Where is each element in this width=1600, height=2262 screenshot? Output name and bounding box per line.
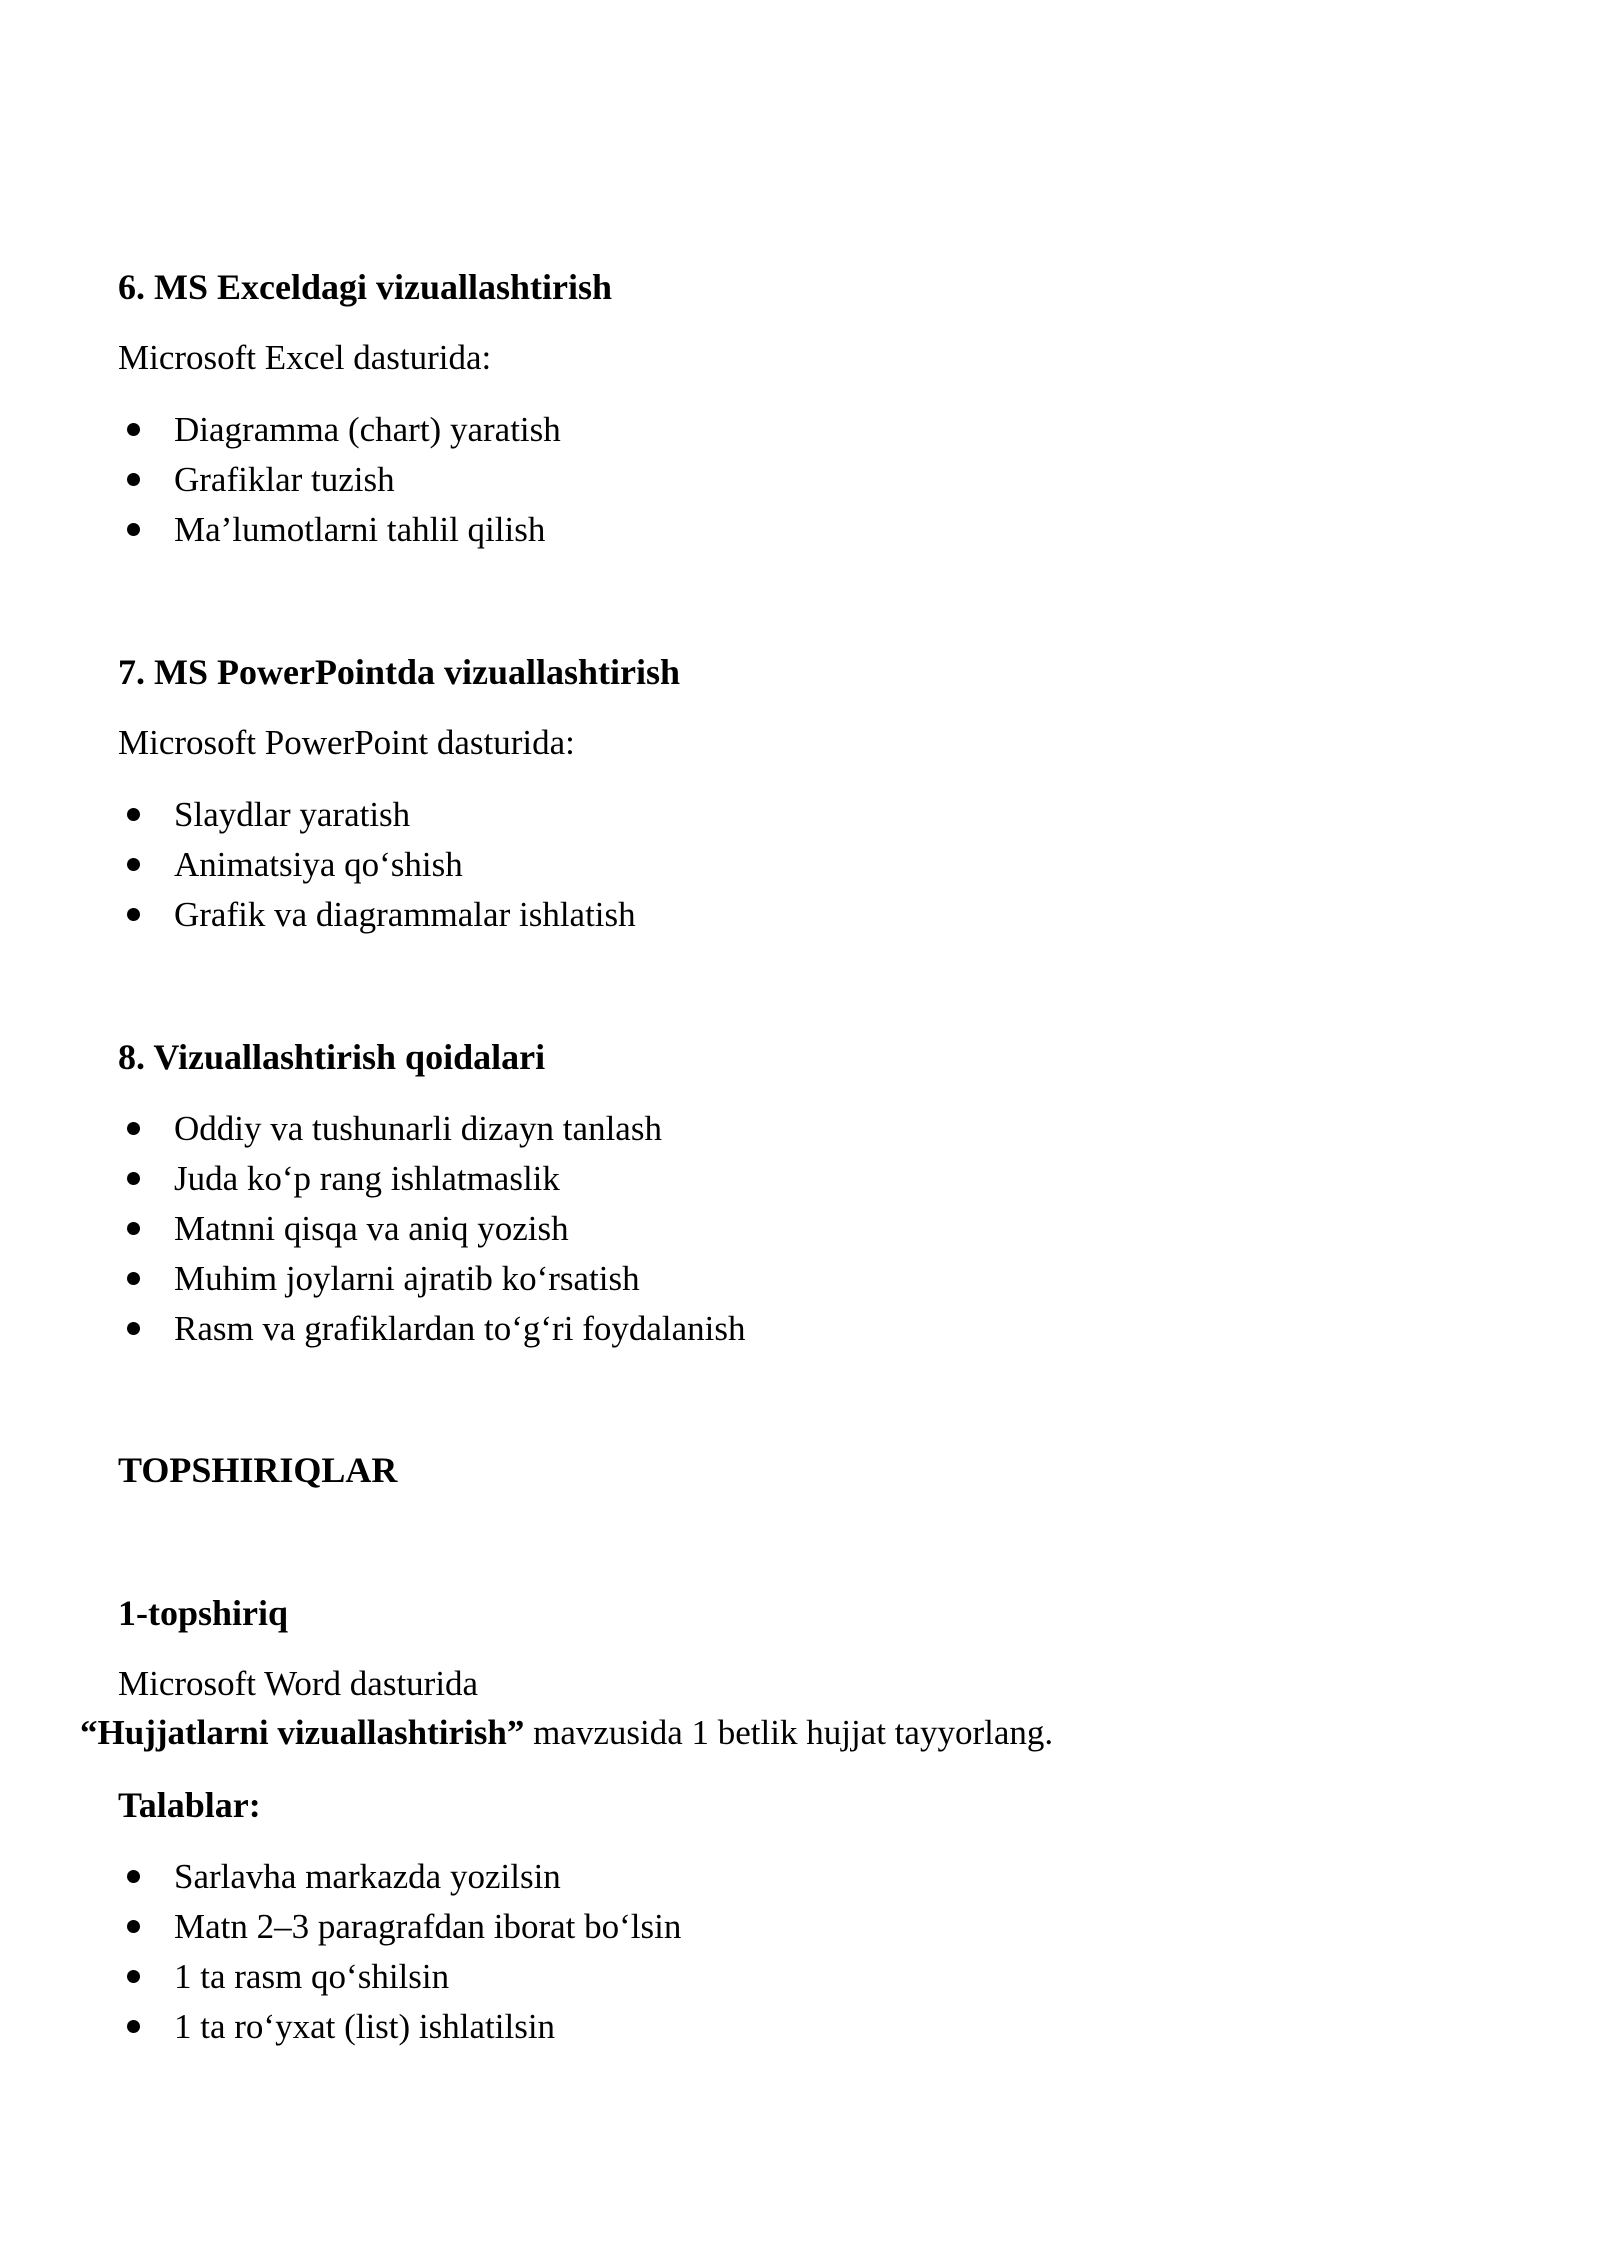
bullet-icon: [127, 1222, 140, 1235]
section-heading-powerpoint: 7. MS PowerPointda vizuallashtirish: [118, 652, 681, 692]
tasks-title: TOPSHIRIQLAR: [118, 1450, 398, 1490]
section-intro-excel: Microsoft Excel dasturida:: [118, 338, 492, 377]
task-topic-title: “Hujjatlarni vizuallashtirish”: [80, 1713, 525, 1752]
bullet-icon: [127, 423, 140, 436]
section-heading-excel: 6. MS Exceldagi vizuallashtirish: [118, 267, 613, 307]
list-item-text: Ma’lumotlarni tahlil qilish: [174, 510, 546, 549]
task-heading: 1-topshiriq: [118, 1593, 289, 1633]
list-item-text: Matn 2–3 paragrafdan iborat bo‘lsin: [174, 1907, 682, 1946]
list-item-text: Matnni qisqa va aniq yozish: [174, 1209, 569, 1248]
bullet-icon: [127, 523, 140, 536]
bullet-icon: [127, 1920, 140, 1933]
list-item-text: Slaydlar yaratish: [174, 795, 411, 834]
bullet-icon: [127, 808, 140, 821]
requirements-label: Talablar:: [118, 1785, 261, 1825]
bullet-icon: [127, 473, 140, 486]
list-item-text: Grafiklar tuzish: [174, 460, 395, 499]
bullet-icon: [127, 1970, 140, 1983]
list-item-text: Juda ko‘p rang ishlatmaslik: [174, 1159, 560, 1198]
bullet-icon: [127, 858, 140, 871]
bullet-icon: [127, 1172, 140, 1185]
list-item-text: Sarlavha markazda yozilsin: [174, 1857, 561, 1896]
section-heading-rules: 8. Vizuallashtirish qoidalari: [118, 1037, 546, 1077]
bullet-icon: [127, 2020, 140, 2033]
list-item-text: Muhim joylarni ajratib ko‘rsatish: [174, 1259, 640, 1298]
list-item-text: Diagramma (chart) yaratish: [174, 410, 561, 449]
section-intro-powerpoint: Microsoft PowerPoint dasturida:: [118, 723, 575, 762]
list-item-text: 1 ta rasm qo‘shilsin: [174, 1957, 450, 1996]
bullet-icon: [127, 1272, 140, 1285]
bullet-icon: [127, 1322, 140, 1335]
list-item-text: Oddiy va tushunarli dizayn tanlash: [174, 1109, 662, 1148]
task-text-line2-rest: mavzusida 1 betlik hujjat tayyorlang.: [524, 1713, 1054, 1752]
list-item-text: Animatsiya qo‘shish: [174, 845, 463, 884]
list-item-text: Grafik va diagrammalar ishlatish: [174, 895, 636, 934]
task-text-line2: [80, 1711, 1053, 1755]
bullet-icon: [127, 1870, 140, 1883]
list-item-text: Rasm va grafiklardan to‘g‘ri foydalanish: [174, 1309, 746, 1348]
task-text-line1: Microsoft Word dasturida: [118, 1664, 479, 1703]
bullet-icon: [127, 908, 140, 921]
list-item-text: 1 ta ro‘yxat (list) ishlatilsin: [174, 2007, 556, 2046]
bullet-icon: [127, 1122, 140, 1135]
